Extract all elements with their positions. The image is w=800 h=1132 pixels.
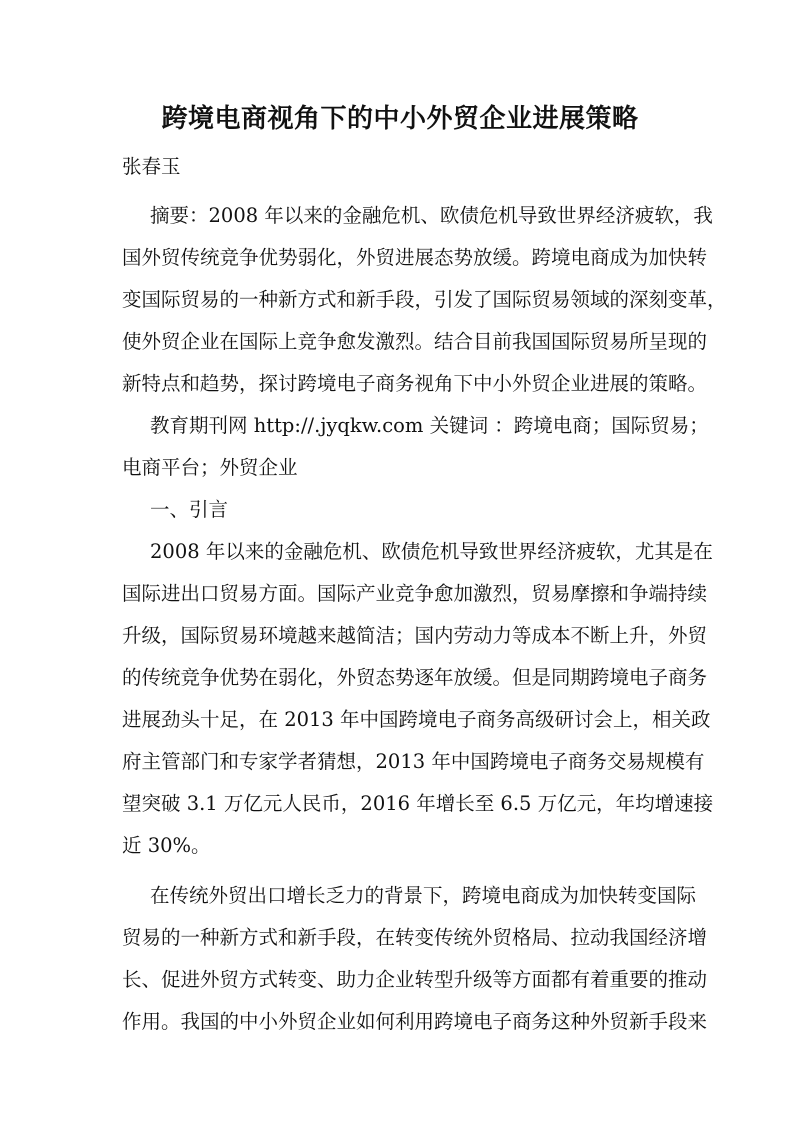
paragraph-line: 国际进出口贸易方面。国际产业竞争愈加激烈，贸易摩擦和争端持续 xyxy=(122,582,708,605)
paragraph-line: 在传统外贸出口增长乏力的背景下，跨境电商成为加快转变国际 xyxy=(150,884,697,907)
paragraph-line: 近 30%。 xyxy=(122,834,211,857)
paragraph-line: 升级，国际贸易环境越来越简洁；国内劳动力等成本不断上升，外贸 xyxy=(122,624,708,647)
abstract-line: 新特点和趋势，探讨跨境电子商务视角下中小外贸企业进展的策略。 xyxy=(122,372,708,395)
paragraph-line: 2008 年以来的金融危机、欧债危机导致世界经济疲软，尤其是在 xyxy=(150,540,713,563)
abstract-line: 使外贸企业在国际上竞争愈发激烈。结合目前我国国际贸易所呈现的 xyxy=(122,330,708,353)
abstract-line: 变国际贸易的一种新方式和新手段，引发了国际贸易领域的深刻变革， xyxy=(122,288,727,311)
paragraph-line: 长、促进外贸方式转变、助力企业转型升级等方面都有着重要的推动 xyxy=(122,968,708,991)
abstract-line: 国外贸传统竞争优势弱化，外贸进展态势放缓。跨境电商成为加快转 xyxy=(122,246,708,269)
paragraph-line: 府主管部门和专家学者猜想，2013 年中国跨境电子商务交易规模有 xyxy=(122,750,705,773)
paragraph-line: 贸易的一种新方式和新手段，在转变传统外贸格局、拉动我国经济增 xyxy=(122,926,708,949)
abstract-line: 摘要：2008 年以来的金融危机、欧债危机导致世界经济疲软，我 xyxy=(150,204,713,227)
paragraph-line: 进展劲头十足，在 2013 年中国跨境电子商务高级研讨会上，相关政 xyxy=(122,708,711,731)
paragraph-line: 的传统竞争优势在弱化，外贸态势逐年放缓。但是同期跨境电子商务 xyxy=(122,666,708,689)
section-heading: 一、引言 xyxy=(150,498,229,521)
keywords-line: 教育期刊网 http://.jyqkw.com 关键词 ：跨境电商；国际贸易； xyxy=(150,414,709,437)
paragraph-line: 作用。我国的中小外贸企业如何利用跨境电子商务这种外贸新手段来 xyxy=(122,1010,708,1033)
author-name: 张春玉 xyxy=(122,155,181,178)
keywords-line: 电商平台；外贸企业 xyxy=(122,456,298,479)
document-title: 跨境电商视角下的中小外贸企业进展策略 xyxy=(161,104,639,134)
paragraph-line: 望突破 3.1 万亿元人民币，2016 年增长至 6.5 万亿元，年均增速接 xyxy=(122,792,714,815)
